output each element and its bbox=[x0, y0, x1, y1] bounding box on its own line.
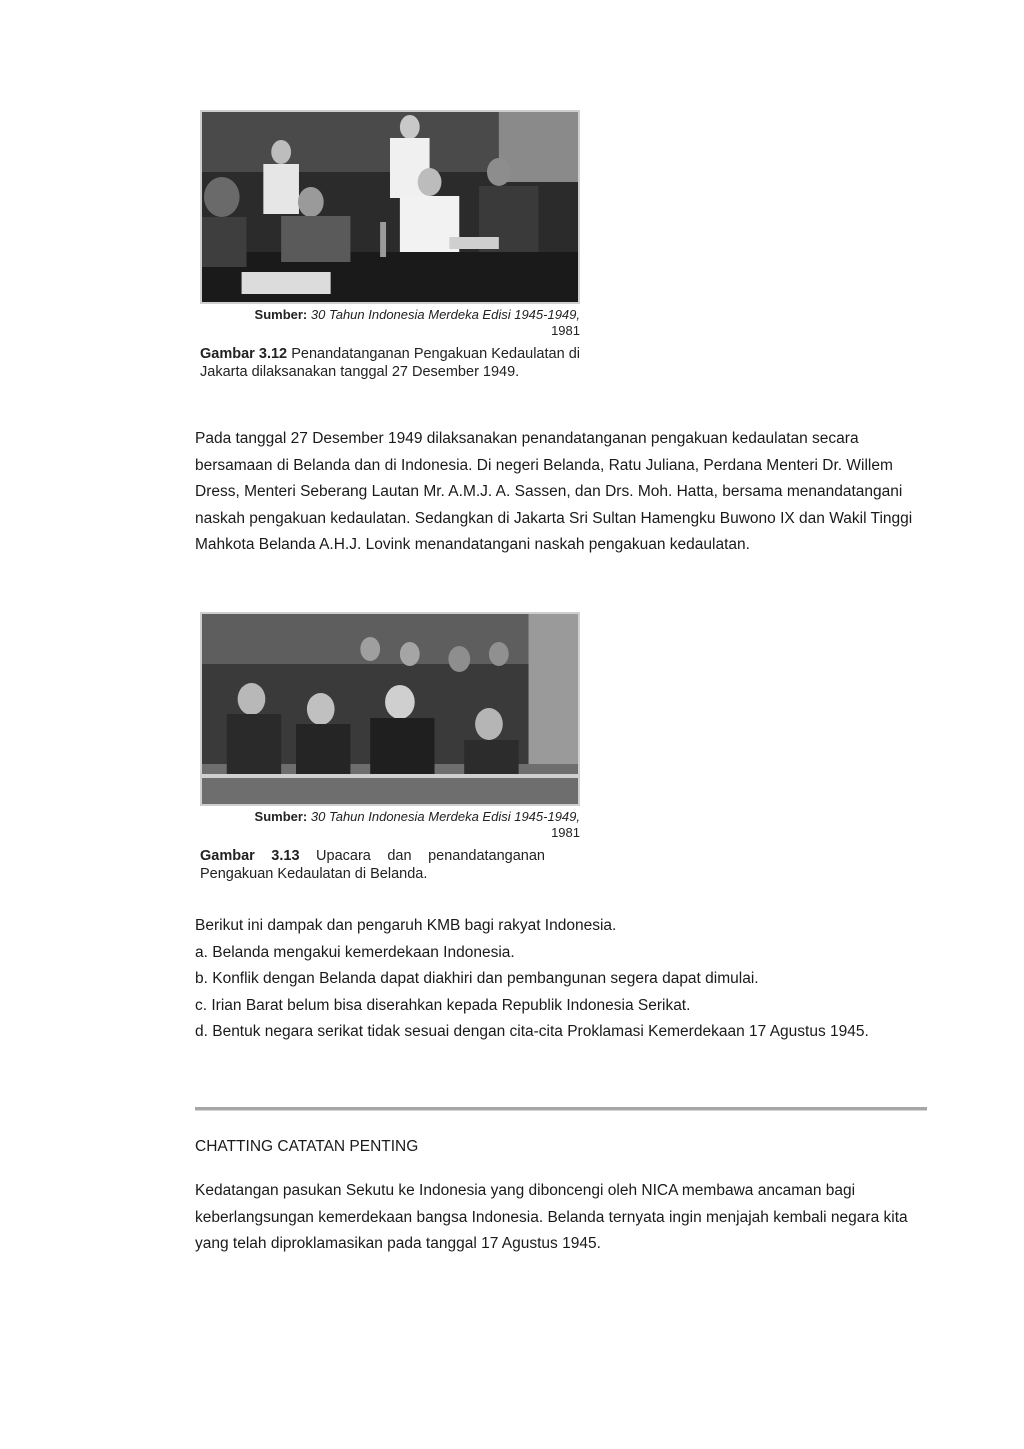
ceremony-netherlands-photo bbox=[200, 612, 580, 806]
figure-3-12 bbox=[200, 110, 580, 381]
list-item: b. Konflik dengan Belanda dapat diakhiri dan pembangunan segera dapat dimulai. bbox=[195, 970, 759, 987]
figure-caption: Gambar 3.13 Upacara dan penandatanganan Pengakuan Kedaulatan di Belanda. bbox=[200, 848, 545, 882]
paragraph-nica-threat: Kedatangan pasukan Sekutu ke Indonesia yang diboncengi oleh NICA membawa ancaman bagi keberlangsungan kemerdekaan bangsa Indonesia. Belanda ternyata ingin menjajah kembali negara kita yang telah diproklamasikan pada tanggal 17 Agustus 1945. bbox=[195, 1182, 908, 1252]
section-heading: CHATTING CATATAN PENTING bbox=[195, 1138, 419, 1155]
list-item: d. Bentuk negara serikat tidak sesuai dengan cita-cita Proklamasi Kemerdekaan 17 Agustus 1945. bbox=[195, 1023, 869, 1040]
signing-jakarta-photo bbox=[200, 110, 580, 304]
list-item: c. Irian Barat belum bisa diserahkan kepada Republik Indonesia Serikat. bbox=[195, 996, 691, 1014]
figure-3-13 bbox=[200, 612, 580, 883]
impacts-list bbox=[195, 913, 935, 1046]
figure-caption: Gambar 3.12 Penandatanganan Pengakuan Kedaulatan di Jakarta dilaksanakan tanggal 27 Desember 1949. bbox=[200, 346, 581, 380]
figure-source: Sumber: 30 Tahun Indonesia Merdeka Edisi 1945-1949, 1981 bbox=[254, 809, 580, 840]
figure-source: Sumber: 30 Tahun Indonesia Merdeka Edisi 1945-1949, 1981 bbox=[254, 307, 580, 338]
paragraph-sovereignty-signing: Pada tanggal 27 Desember 1949 dilaksanakan penandatanganan pengakuan kedaulatan secara bersamaan di Belanda dan di Indonesia. Di negeri Belanda, Ratu Juliana, Perdana Menteri Dr. Willem Dress, Menteri Seberang Lautan Mr. A.M.J. A. Sassen, dan Drs. Moh. Hatta, bersama menandatangani naskah pengakuan kedaulatan. Sedangkan di Jakarta Sri Sultan Hamengku Buwono IX dan Wakil Tinggi Mahkota Belanda A.H.J. Lovink menandatangani naskah pengakuan kedaulatan. bbox=[195, 430, 913, 553]
section-divider bbox=[195, 1107, 927, 1111]
impacts-intro: Berikut ini dampak dan pengaruh KMB bagi rakyat Indonesia. bbox=[195, 917, 617, 934]
list-item: a. Belanda mengakui kemerdekaan Indonesia. bbox=[195, 943, 515, 961]
